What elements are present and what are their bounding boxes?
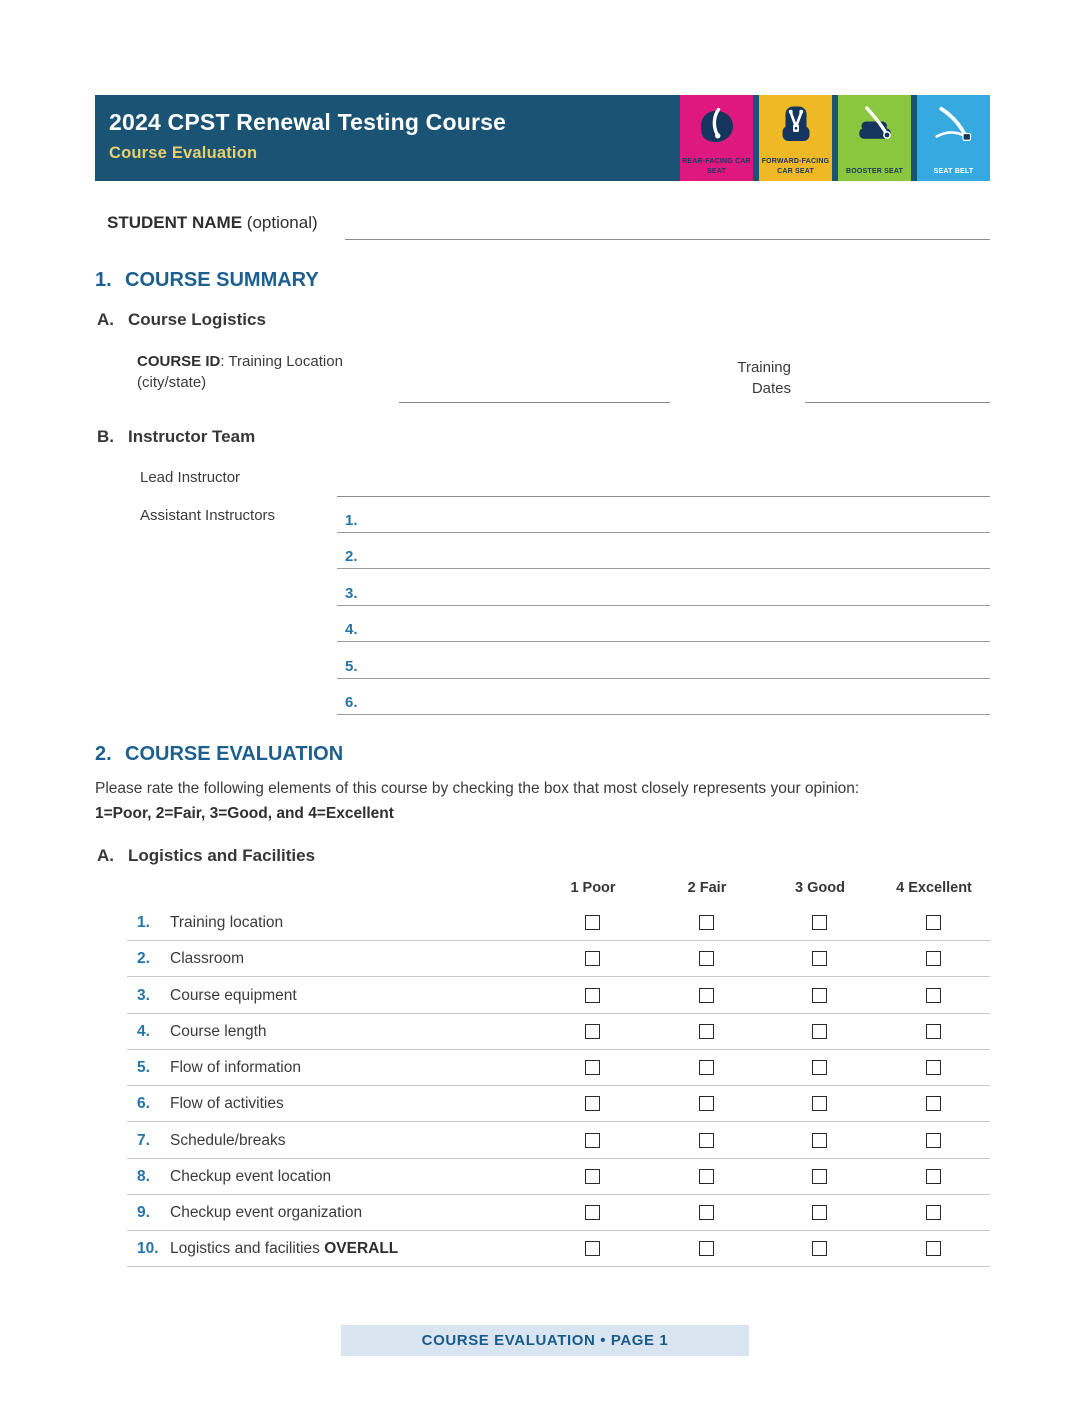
subsection-title: Logistics and Facilities xyxy=(128,846,316,865)
eval-row-checkup-event-organization xyxy=(127,1195,990,1231)
row-label: Schedule/breaks xyxy=(170,1132,286,1149)
tile-forward-facing-car-seat xyxy=(759,95,832,181)
column-header-excellent: 4 Excellent xyxy=(896,880,972,896)
training-dates-field[interactable] xyxy=(805,402,990,403)
assistant-number: 5. xyxy=(345,658,358,675)
checkbox-excellent[interactable] xyxy=(926,1024,941,1039)
checkbox-excellent[interactable] xyxy=(926,951,941,966)
eval-row-training-location xyxy=(127,905,990,941)
checkbox-fair[interactable] xyxy=(699,1241,714,1256)
section-1-heading xyxy=(95,269,319,292)
section-1-title: COURSE SUMMARY xyxy=(125,269,319,291)
assistant-instructor-field-1[interactable] xyxy=(337,505,990,533)
header-text xyxy=(109,109,506,163)
student-name-field[interactable] xyxy=(345,239,990,240)
row-label: Training location xyxy=(170,914,284,931)
rating-instructions-line2: 1=Poor, 2=Fair, 3=Good, and 4=Excellent xyxy=(95,805,394,822)
checkbox-good[interactable] xyxy=(812,1241,827,1256)
subsection-a-logistics-facilities xyxy=(97,846,315,866)
course-id-field[interactable] xyxy=(399,402,670,403)
course-id-label xyxy=(137,351,382,393)
row-label: Checkup event location xyxy=(170,1168,332,1185)
eval-row-checkup-event-location xyxy=(127,1159,990,1195)
subsection-b-instructor-team xyxy=(97,427,255,447)
eval-row-flow-of-activities xyxy=(127,1086,990,1122)
lead-instructor-field[interactable] xyxy=(337,496,990,497)
subsection-title: Course Logistics xyxy=(128,310,266,329)
row-number: 8. xyxy=(137,1168,150,1185)
assistant-number: 4. xyxy=(345,621,358,638)
checkbox-poor[interactable] xyxy=(585,1205,600,1220)
assistant-number: 2. xyxy=(345,548,358,565)
checkbox-fair[interactable] xyxy=(699,1024,714,1039)
row-label: Flow of information xyxy=(170,1059,301,1076)
assistant-number: 1. xyxy=(345,512,358,529)
section-2-number: 2. xyxy=(95,743,112,765)
booster-seat-icon xyxy=(850,102,900,150)
checkbox-good[interactable] xyxy=(812,1169,827,1184)
page-footer xyxy=(341,1325,749,1356)
checkbox-excellent[interactable] xyxy=(926,915,941,930)
checkbox-poor[interactable] xyxy=(585,1241,600,1256)
eval-row-schedule-breaks xyxy=(127,1123,990,1159)
column-header-poor: 1 Poor xyxy=(570,880,616,896)
eval-row-classroom xyxy=(127,941,990,977)
checkbox-fair[interactable] xyxy=(699,1205,714,1220)
checkbox-excellent[interactable] xyxy=(926,1060,941,1075)
tile-booster-seat xyxy=(838,95,911,181)
tile-label: BOOSTER SEAT xyxy=(845,167,904,175)
page-subtitle: Course Evaluation xyxy=(109,144,258,162)
row-number: 2. xyxy=(137,950,150,967)
checkbox-fair[interactable] xyxy=(699,1060,714,1075)
eval-row-course-length xyxy=(127,1014,990,1050)
checkbox-good[interactable] xyxy=(812,915,827,930)
checkbox-fair[interactable] xyxy=(699,1096,714,1111)
checkbox-fair[interactable] xyxy=(699,951,714,966)
subsection-letter: A. xyxy=(97,846,114,865)
row-number: 3. xyxy=(137,987,150,1004)
rating-instructions xyxy=(95,780,995,823)
row-number: 7. xyxy=(137,1132,150,1149)
checkbox-fair[interactable] xyxy=(699,915,714,930)
subsection-a-course-logistics xyxy=(97,310,266,330)
checkbox-good[interactable] xyxy=(812,1096,827,1111)
assistant-number: 3. xyxy=(345,585,358,602)
checkbox-poor[interactable] xyxy=(585,1096,600,1111)
checkbox-fair[interactable] xyxy=(699,1133,714,1148)
assistant-instructors-label: Assistant Instructors xyxy=(140,507,276,524)
checkbox-excellent[interactable] xyxy=(926,1205,941,1220)
row-label: Logistics and facilities OVERALL xyxy=(170,1240,399,1257)
row-number: 4. xyxy=(137,1023,150,1040)
row-label: Flow of activities xyxy=(170,1095,284,1112)
checkbox-poor[interactable] xyxy=(585,951,600,966)
checkbox-poor[interactable] xyxy=(585,988,600,1003)
forward-facing-car-seat-icon xyxy=(771,102,821,150)
section-2-heading xyxy=(95,743,343,766)
checkbox-good[interactable] xyxy=(812,1024,827,1039)
subsection-title: Instructor Team xyxy=(128,427,256,446)
section-2-title: COURSE EVALUATION xyxy=(125,743,344,765)
checkbox-good[interactable] xyxy=(812,988,827,1003)
row-number: 10. xyxy=(137,1240,159,1257)
tile-label: REAR-FACING CAR SEAT xyxy=(682,158,751,175)
header-band xyxy=(95,95,990,181)
seat-type-tiles xyxy=(680,95,990,181)
checkbox-excellent[interactable] xyxy=(926,988,941,1003)
subsection-letter: A. xyxy=(97,310,114,329)
row-number: 5. xyxy=(137,1059,150,1076)
subsection-letter: B. xyxy=(97,427,114,446)
tile-label: FORWARD-FACING CAR SEAT xyxy=(761,158,830,175)
checkbox-fair[interactable] xyxy=(699,988,714,1003)
checkbox-poor[interactable] xyxy=(585,1169,600,1184)
training-dates-label: Training Dates xyxy=(737,359,791,397)
assistant-instructor-field-2[interactable] xyxy=(337,541,990,569)
checkbox-good[interactable] xyxy=(812,1205,827,1220)
row-number: 1. xyxy=(137,914,150,931)
row-number: 9. xyxy=(137,1204,150,1221)
checkbox-excellent[interactable] xyxy=(926,1169,941,1184)
checkbox-poor[interactable] xyxy=(585,1133,600,1148)
checkbox-excellent[interactable] xyxy=(926,1096,941,1111)
student-name-label xyxy=(107,213,318,233)
column-header-good: 3 Good xyxy=(795,880,845,896)
assistant-number: 6. xyxy=(345,694,358,711)
checkbox-good[interactable] xyxy=(812,1133,827,1148)
course-id-label-bold: COURSE ID xyxy=(137,353,221,370)
page-title: 2024 CPST Renewal Testing Course xyxy=(109,109,507,135)
section-1-number: 1. xyxy=(95,269,112,291)
student-name-optional: (optional) xyxy=(242,213,318,232)
checkbox-good[interactable] xyxy=(812,1060,827,1075)
row-label: Course equipment xyxy=(170,987,297,1004)
checkbox-poor[interactable] xyxy=(585,915,600,930)
eval-row-course-equipment xyxy=(127,978,990,1014)
tile-rear-facing-car-seat xyxy=(680,95,753,181)
lead-instructor-label: Lead Instructor xyxy=(140,469,241,486)
eval-row-flow-of-information xyxy=(127,1050,990,1086)
column-header-fair: 2 Fair xyxy=(687,880,727,896)
checkbox-excellent[interactable] xyxy=(926,1133,941,1148)
row-number: 6. xyxy=(137,1095,150,1112)
rating-instructions-line1: Please rate the following elements of this course by checking the box that most closely represents your opinion: xyxy=(95,780,860,797)
checkbox-fair[interactable] xyxy=(699,1169,714,1184)
course-id-label-rest: : Training Location (city/state) xyxy=(137,353,343,391)
assistant-instructor-field-5[interactable] xyxy=(337,651,990,679)
checkbox-poor[interactable] xyxy=(585,1060,600,1075)
checkbox-good[interactable] xyxy=(812,951,827,966)
assistant-instructor-field-3[interactable] xyxy=(337,578,990,606)
student-name-label-bold: STUDENT NAME xyxy=(107,213,243,232)
assistant-instructor-field-6[interactable] xyxy=(337,687,990,715)
row-label: Classroom xyxy=(170,950,245,967)
row-label: Course length xyxy=(170,1023,267,1040)
checkbox-excellent[interactable] xyxy=(926,1241,941,1256)
eval-row-logistics-overall xyxy=(127,1231,990,1267)
assistant-instructor-field-4[interactable] xyxy=(337,614,990,642)
row-label: Checkup event organization xyxy=(170,1204,363,1221)
tile-label: SEAT BELT xyxy=(933,167,974,175)
tile-seat-belt xyxy=(917,95,990,181)
rear-facing-car-seat-icon xyxy=(692,102,742,150)
seat-belt-icon xyxy=(929,102,979,150)
checkbox-poor[interactable] xyxy=(585,1024,600,1039)
footer-text: COURSE EVALUATION • PAGE 1 xyxy=(421,1332,669,1349)
